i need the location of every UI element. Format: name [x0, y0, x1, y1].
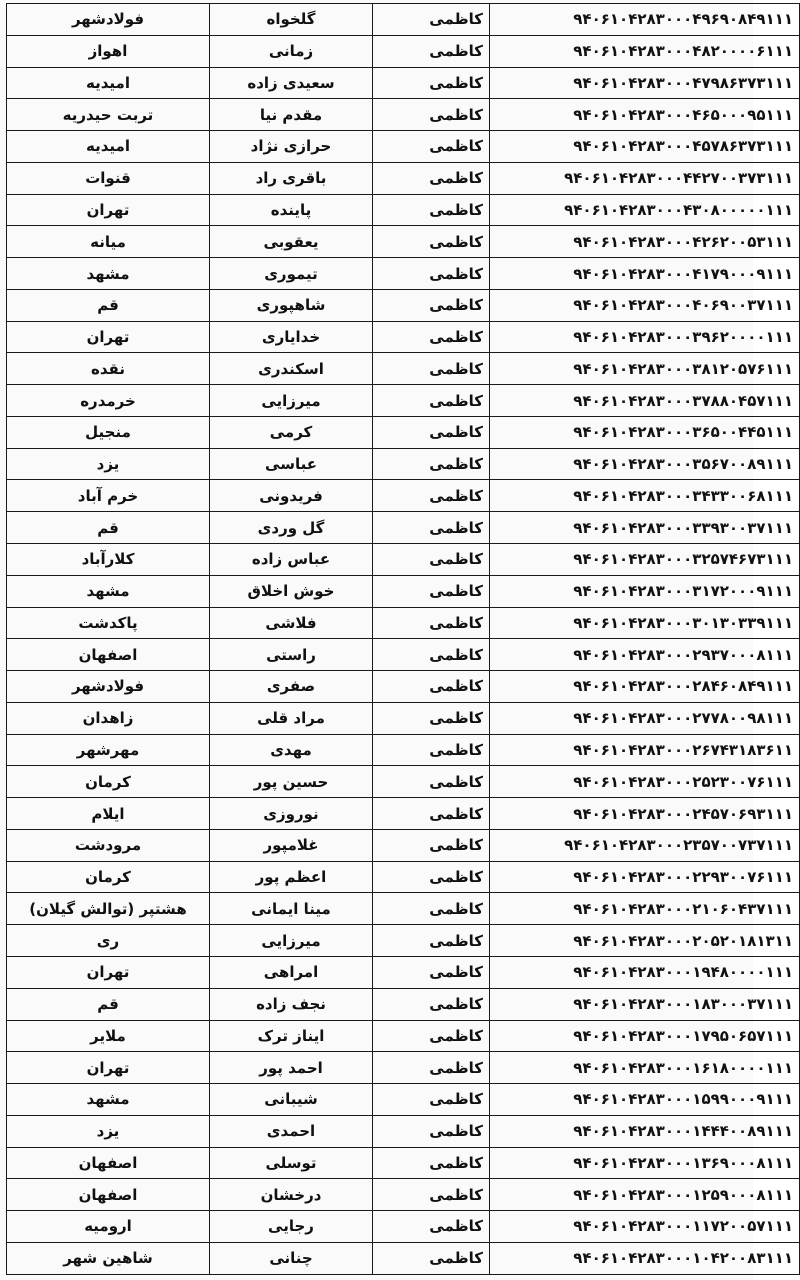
name-cell: امراهی — [210, 956, 373, 988]
surname-cell: کاظمی — [373, 1052, 490, 1084]
surname-cell: کاظمی — [373, 1147, 490, 1179]
surname-cell: کاظمی — [373, 734, 490, 766]
table-row — [7, 766, 800, 798]
city-cell: قم — [7, 988, 210, 1020]
city-cell: تهران — [7, 194, 210, 226]
number-cell: ۹۴۰۶۱۰۴۲۸۳۰۰۰۲۴۵۷۰۶۹۳۱۱۱ — [490, 798, 800, 830]
city-cell: قم — [7, 512, 210, 544]
number-cell: ۹۴۰۶۱۰۴۲۸۳۰۰۰۴۶۵۰۰۰۹۵۱۱۱ — [490, 99, 800, 131]
number-cell: ۹۴۰۶۱۰۴۲۸۳۰۰۰۳۴۳۳۰۰۶۸۱۱۱ — [490, 480, 800, 512]
city-cell: کرمان — [7, 766, 210, 798]
surname-cell: کاظمی — [373, 416, 490, 448]
city-cell: خرم آباد — [7, 480, 210, 512]
city-cell: پاکدشت — [7, 607, 210, 639]
table-row — [7, 671, 800, 703]
number-cell: ۹۴۰۶۱۰۴۲۸۳۰۰۰۲۳۵۷۰۰۷۳۷۱۱۱ — [490, 829, 800, 861]
surname-cell: کاظمی — [373, 956, 490, 988]
number-cell: ۹۴۰۶۱۰۴۲۸۳۰۰۰۴۲۶۲۰۰۵۳۱۱۱ — [490, 226, 800, 258]
name-cell: کرمی — [210, 416, 373, 448]
surname-cell: کاظمی — [373, 448, 490, 480]
surname-cell: کاظمی — [373, 925, 490, 957]
number-cell: ۹۴۰۶۱۰۴۲۸۳۰۰۰۳۵۶۷۰۰۸۹۱۱۱ — [490, 448, 800, 480]
number-cell: ۹۴۰۶۱۰۴۲۸۳۰۰۰۱۴۴۴۰۰۸۹۱۱۱ — [490, 1115, 800, 1147]
table-row — [7, 861, 800, 893]
number-cell: ۹۴۰۶۱۰۴۲۸۳۰۰۰۱۲۵۹۰۰۰۸۱۱۱ — [490, 1179, 800, 1211]
name-cell: درخشان — [210, 1179, 373, 1211]
number-cell: ۹۴۰۶۱۰۴۲۸۳۰۰۰۲۰۵۲۰۱۸۱۳۱۱ — [490, 925, 800, 957]
table-row — [7, 4, 800, 36]
surname-cell: کاظمی — [373, 385, 490, 417]
table-row — [7, 734, 800, 766]
name-cell: یعقوبی — [210, 226, 373, 258]
surname-cell: کاظمی — [373, 131, 490, 163]
surname-cell: کاظمی — [373, 289, 490, 321]
name-cell: اعظم پور — [210, 861, 373, 893]
table-row — [7, 416, 800, 448]
table-row — [7, 798, 800, 830]
table-row — [7, 67, 800, 99]
number-cell: ۹۴۰۶۱۰۴۲۸۳۰۰۰۳۷۸۸۰۴۵۷۱۱۱ — [490, 385, 800, 417]
city-cell: فولادشهر — [7, 4, 210, 36]
name-cell: زمانی — [210, 35, 373, 67]
surname-cell: کاظمی — [373, 1179, 490, 1211]
name-cell: خوش اخلاق — [210, 575, 373, 607]
number-cell: ۹۴۰۶۱۰۴۲۸۳۰۰۰۱۸۳۰۰۰۳۷۱۱۱ — [490, 988, 800, 1020]
name-cell: عباسی — [210, 448, 373, 480]
city-cell: کرمان — [7, 861, 210, 893]
city-cell: منجیل — [7, 416, 210, 448]
city-cell: شاهین شهر — [7, 1242, 210, 1274]
table-row — [7, 1052, 800, 1084]
table-row — [7, 988, 800, 1020]
surname-cell: کاظمی — [373, 671, 490, 703]
city-cell: اصفهان — [7, 1179, 210, 1211]
surname-cell: کاظمی — [373, 544, 490, 576]
table-row — [7, 925, 800, 957]
surname-cell: کاظمی — [373, 258, 490, 290]
city-cell: تربت حیدریه — [7, 99, 210, 131]
number-cell: ۹۴۰۶۱۰۴۲۸۳۰۰۰۱۰۴۲۰۰۸۳۱۱۱ — [490, 1242, 800, 1274]
table-row — [7, 448, 800, 480]
table-row — [7, 512, 800, 544]
table-row — [7, 829, 800, 861]
table-row — [7, 321, 800, 353]
table-row — [7, 893, 800, 925]
number-cell: ۹۴۰۶۱۰۴۲۸۳۰۰۰۲۹۳۷۰۰۰۸۱۱۱ — [490, 639, 800, 671]
table-row — [7, 1115, 800, 1147]
name-cell: مراد قلی — [210, 702, 373, 734]
name-cell: پاینده — [210, 194, 373, 226]
name-cell: فریدونی — [210, 480, 373, 512]
number-cell: ۹۴۰۶۱۰۴۲۸۳۰۰۰۱۶۱۸۰۰۰۰۱۱۱ — [490, 1052, 800, 1084]
table-row — [7, 639, 800, 671]
table-row — [7, 289, 800, 321]
city-cell: مهرشهر — [7, 734, 210, 766]
city-cell: میانه — [7, 226, 210, 258]
city-cell: فولادشهر — [7, 671, 210, 703]
number-cell: ۹۴۰۶۱۰۴۲۸۳۰۰۰۲۵۲۳۰۰۷۶۱۱۱ — [490, 766, 800, 798]
table-row — [7, 1147, 800, 1179]
surname-cell: کاظمی — [373, 162, 490, 194]
city-cell: تهران — [7, 1052, 210, 1084]
name-cell: نوروزی — [210, 798, 373, 830]
city-cell: زاهدان — [7, 702, 210, 734]
surname-cell: کاظمی — [373, 1242, 490, 1274]
name-cell: شیبانی — [210, 1084, 373, 1116]
city-cell: امیدیه — [7, 131, 210, 163]
city-cell: کلارآباد — [7, 544, 210, 576]
city-cell: مرودشت — [7, 829, 210, 861]
city-cell: یزد — [7, 448, 210, 480]
number-cell: ۹۴۰۶۱۰۴۲۸۳۰۰۰۱۹۴۸۰۰۰۰۱۱۱ — [490, 956, 800, 988]
name-cell: ایناز ترک — [210, 1020, 373, 1052]
table-row — [7, 575, 800, 607]
surname-cell: کاظمی — [373, 1115, 490, 1147]
city-cell: ری — [7, 925, 210, 957]
table-row — [7, 258, 800, 290]
records-table-body — [7, 4, 800, 1275]
table-row — [7, 1242, 800, 1274]
city-cell: اصفهان — [7, 639, 210, 671]
name-cell: گلخواه — [210, 4, 373, 36]
surname-cell: کاظمی — [373, 607, 490, 639]
table-row — [7, 607, 800, 639]
number-cell: ۹۴۰۶۱۰۴۲۸۳۰۰۰۴۷۹۸۶۳۷۳۱۱۱ — [490, 67, 800, 99]
city-cell: مشهد — [7, 1084, 210, 1116]
city-cell: یزد — [7, 1115, 210, 1147]
number-cell: ۹۴۰۶۱۰۴۲۸۳۰۰۰۲۸۴۶۰۸۴۹۱۱۱ — [490, 671, 800, 703]
table-row — [7, 1179, 800, 1211]
city-cell: هشتپر (توالش گیلان) — [7, 893, 210, 925]
surname-cell: کاظمی — [373, 702, 490, 734]
city-cell: ارومیه — [7, 1211, 210, 1243]
name-cell: رجایی — [210, 1211, 373, 1243]
city-cell: قم — [7, 289, 210, 321]
name-cell: میرزایی — [210, 385, 373, 417]
city-cell: تهران — [7, 321, 210, 353]
table-row — [7, 131, 800, 163]
number-cell: ۹۴۰۶۱۰۴۲۸۳۰۰۰۲۶۷۴۳۱۸۳۶۱۱ — [490, 734, 800, 766]
name-cell: توسلی — [210, 1147, 373, 1179]
surname-cell: کاظمی — [373, 226, 490, 258]
number-cell: ۹۴۰۶۱۰۴۲۸۳۰۰۰۴۴۲۷۰۰۳۷۳۱۱۱ — [490, 162, 800, 194]
surname-cell: کاظمی — [373, 353, 490, 385]
number-cell: ۹۴۰۶۱۰۴۲۸۳۰۰۰۱۵۹۹۰۰۰۹۱۱۱ — [490, 1084, 800, 1116]
name-cell: احمد پور — [210, 1052, 373, 1084]
table-row — [7, 480, 800, 512]
number-cell: ۹۴۰۶۱۰۴۲۸۳۰۰۰۳۱۷۲۰۰۰۹۱۱۱ — [490, 575, 800, 607]
number-cell: ۹۴۰۶۱۰۴۲۸۳۰۰۰۱۳۶۹۰۰۰۸۱۱۱ — [490, 1147, 800, 1179]
table-row — [7, 385, 800, 417]
name-cell: شاهپوری — [210, 289, 373, 321]
name-cell: مینا ایمانی — [210, 893, 373, 925]
number-cell: ۹۴۰۶۱۰۴۲۸۳۰۰۰۱۱۷۲۰۰۵۷۱۱۱ — [490, 1211, 800, 1243]
name-cell: حرازی نژاد — [210, 131, 373, 163]
table-row — [7, 1020, 800, 1052]
name-cell: مهدی — [210, 734, 373, 766]
name-cell: غلامپور — [210, 829, 373, 861]
surname-cell: کاظمی — [373, 4, 490, 36]
number-cell: ۹۴۰۶۱۰۴۲۸۳۰۰۰۴۳۰۸۰۰۰۰۰۱۱۱ — [490, 194, 800, 226]
name-cell: احمدی — [210, 1115, 373, 1147]
table-row — [7, 1211, 800, 1243]
city-cell: قنوات — [7, 162, 210, 194]
surname-cell: کاظمی — [373, 988, 490, 1020]
number-cell: ۹۴۰۶۱۰۴۲۸۳۰۰۰۴۹۶۹۰۸۴۹۱۱۱ — [490, 4, 800, 36]
city-cell: مشهد — [7, 575, 210, 607]
number-cell: ۹۴۰۶۱۰۴۲۸۳۰۰۰۳۸۱۲۰۵۷۶۱۱۱ — [490, 353, 800, 385]
name-cell: صفری — [210, 671, 373, 703]
city-cell: نقده — [7, 353, 210, 385]
number-cell: ۹۴۰۶۱۰۴۲۸۳۰۰۰۴۰۶۹۰۰۳۷۱۱۱ — [490, 289, 800, 321]
city-cell: مشهد — [7, 258, 210, 290]
surname-cell: کاظمی — [373, 99, 490, 131]
name-cell: چنانی — [210, 1242, 373, 1274]
surname-cell: کاظمی — [373, 893, 490, 925]
city-cell: ملایر — [7, 1020, 210, 1052]
number-cell: ۹۴۰۶۱۰۴۲۸۳۰۰۰۳۶۵۰۰۴۴۵۱۱۱ — [490, 416, 800, 448]
surname-cell: کاظمی — [373, 861, 490, 893]
surname-cell: کاظمی — [373, 798, 490, 830]
table-row — [7, 1084, 800, 1116]
surname-cell: کاظمی — [373, 1211, 490, 1243]
surname-cell: کاظمی — [373, 639, 490, 671]
name-cell: اسکندری — [210, 353, 373, 385]
city-cell: امیدیه — [7, 67, 210, 99]
name-cell: خدایاری — [210, 321, 373, 353]
number-cell: ۹۴۰۶۱۰۴۲۸۳۰۰۰۴۱۷۹۰۰۰۹۱۱۱ — [490, 258, 800, 290]
name-cell: میرزایی — [210, 925, 373, 957]
city-cell: تهران — [7, 956, 210, 988]
surname-cell: کاظمی — [373, 829, 490, 861]
table-row — [7, 956, 800, 988]
number-cell: ۹۴۰۶۱۰۴۲۸۳۰۰۰۴۸۲۰۰۰۰۶۱۱۱ — [490, 35, 800, 67]
name-cell: گل وردی — [210, 512, 373, 544]
table-row — [7, 35, 800, 67]
surname-cell: کاظمی — [373, 321, 490, 353]
name-cell: سعیدی زاده — [210, 67, 373, 99]
table-row — [7, 353, 800, 385]
number-cell: ۹۴۰۶۱۰۴۲۸۳۰۰۰۱۷۹۵۰۶۵۷۱۱۱ — [490, 1020, 800, 1052]
surname-cell: کاظمی — [373, 194, 490, 226]
number-cell: ۹۴۰۶۱۰۴۲۸۳۰۰۰۲۲۹۳۰۰۷۶۱۱۱ — [490, 861, 800, 893]
table-row — [7, 702, 800, 734]
name-cell: نجف زاده — [210, 988, 373, 1020]
table-row — [7, 194, 800, 226]
table-row — [7, 99, 800, 131]
surname-cell: کاظمی — [373, 1020, 490, 1052]
city-cell: اصفهان — [7, 1147, 210, 1179]
number-cell: ۹۴۰۶۱۰۴۲۸۳۰۰۰۲۷۷۸۰۰۹۸۱۱۱ — [490, 702, 800, 734]
name-cell: تیموری — [210, 258, 373, 290]
surname-cell: کاظمی — [373, 1084, 490, 1116]
surname-cell: کاظمی — [373, 512, 490, 544]
number-cell: ۹۴۰۶۱۰۴۲۸۳۰۰۰۳۰۱۳۰۳۳۹۱۱۱ — [490, 607, 800, 639]
name-cell: حسین پور — [210, 766, 373, 798]
number-cell: ۹۴۰۶۱۰۴۲۸۳۰۰۰۳۹۶۲۰۰۰۰۱۱۱ — [490, 321, 800, 353]
surname-cell: کاظمی — [373, 35, 490, 67]
surname-cell: کاظمی — [373, 480, 490, 512]
number-cell: ۹۴۰۶۱۰۴۲۸۳۰۰۰۳۳۹۳۰۰۳۷۱۱۱ — [490, 512, 800, 544]
surname-cell: کاظمی — [373, 575, 490, 607]
table-row — [7, 544, 800, 576]
surname-cell: کاظمی — [373, 766, 490, 798]
name-cell: مقدم نیا — [210, 99, 373, 131]
name-cell: فلاشی — [210, 607, 373, 639]
city-cell: خرمدره — [7, 385, 210, 417]
table-row — [7, 162, 800, 194]
table-row — [7, 226, 800, 258]
name-cell: باقری راد — [210, 162, 373, 194]
records-table — [6, 3, 800, 1275]
surname-cell: کاظمی — [373, 67, 490, 99]
name-cell: راستی — [210, 639, 373, 671]
name-cell: عباس زاده — [210, 544, 373, 576]
number-cell: ۹۴۰۶۱۰۴۲۸۳۰۰۰۴۵۷۸۶۳۷۳۱۱۱ — [490, 131, 800, 163]
city-cell: اهواز — [7, 35, 210, 67]
city-cell: ایلام — [7, 798, 210, 830]
number-cell: ۹۴۰۶۱۰۴۲۸۳۰۰۰۳۲۵۷۴۶۷۳۱۱۱ — [490, 544, 800, 576]
number-cell: ۹۴۰۶۱۰۴۲۸۳۰۰۰۲۱۰۶۰۴۳۷۱۱۱ — [490, 893, 800, 925]
